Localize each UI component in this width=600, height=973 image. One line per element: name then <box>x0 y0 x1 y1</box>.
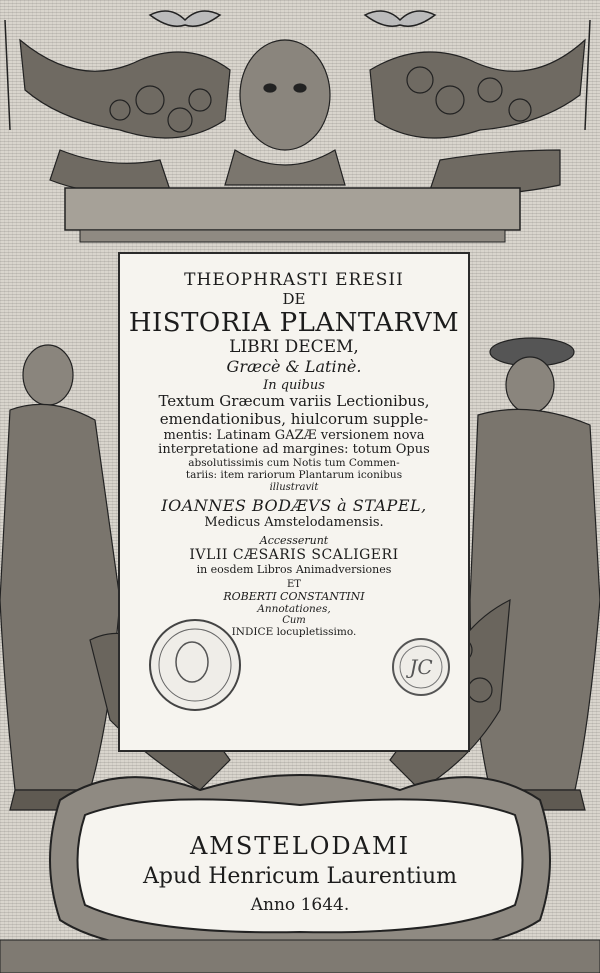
in-quibus: In quibus <box>263 377 325 393</box>
title-de: DE <box>282 289 306 308</box>
index-note: INDICE locupletissimo. <box>231 626 357 639</box>
stamp-monogram: JC <box>409 655 433 679</box>
imprint-block <box>100 832 500 915</box>
scaliger-name: IVLII CÆSARIS SCALIGERI <box>189 547 399 564</box>
description-line-5: absolutissimis cum Notis tum Commen- <box>188 456 400 469</box>
editor-role: Medicus Amstelodamensis. <box>204 515 384 531</box>
cum: Cum <box>282 614 306 626</box>
description-line-2: emendationibus, hiulcorum supple- <box>159 409 429 428</box>
imprint-year: Anno 1644. <box>250 895 350 915</box>
editor-name: IOANNES BODÆVS à STAPEL, <box>161 496 427 516</box>
accesserunt: Accesserunt <box>259 533 329 547</box>
title-block <box>118 252 470 638</box>
constantinus-name: ROBERTI CONSTANTINI <box>223 590 365 604</box>
description-line-4: interpretatione ad margines: totum Opus <box>158 442 430 458</box>
illustravit: illustravit <box>269 481 319 493</box>
annotationes: Annotationes, <box>257 602 331 615</box>
book-count: LIBRI DECEM, <box>229 336 359 357</box>
conjunction-et: ET <box>287 578 301 590</box>
languages: Græcè & Latinè. <box>226 356 362 376</box>
book-title: HISTORIA PLANTARVM <box>128 307 460 338</box>
scaliger-work: in eosdem Libros Animadversiones <box>196 563 392 577</box>
imprint-publisher: Apud Henricum Laurentium <box>143 864 457 889</box>
description-line-1: Textum Græcum variis Lectionibus, <box>158 392 430 411</box>
description-line-3: mentis: Latinam GAZÆ versionem nova <box>163 427 425 443</box>
description-line-6: tariis: item rariorum Plantarum iconibus <box>185 468 403 481</box>
imprint-city: AMSTELODAMI <box>189 832 411 860</box>
author-name: THEOPHRASTI ERESII <box>184 270 404 290</box>
